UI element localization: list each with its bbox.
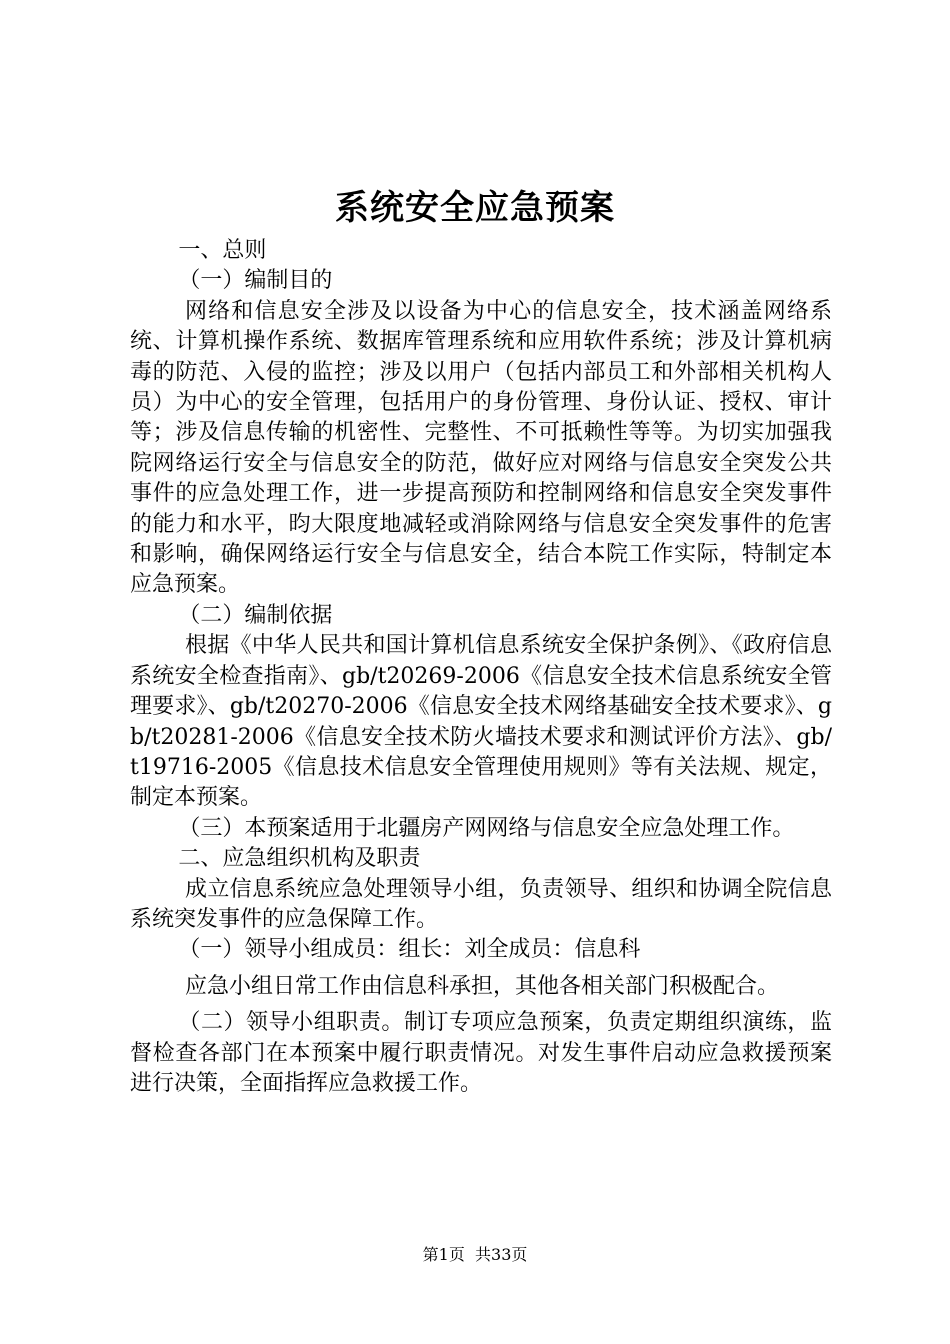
document-body — [130, 236, 832, 1099]
total-page-count: 33 — [491, 1245, 512, 1264]
paragraph: （一）领导小组成员：组长：刘全成员：信息科 — [178, 937, 641, 963]
paragraph: （二）领导小组职责。制订专项应急预案，负责定期组织演练，监督检查各部门在本预案中履行职责情况。对发生事件启动应急救援预案进行决策，全面指挥应急救援工作。 — [130, 1010, 832, 1096]
paragraph: （二）编制依据 — [178, 602, 333, 628]
page-label-prefix: 第 — [422, 1245, 439, 1264]
paragraph: 二、应急组织机构及职责 — [178, 846, 421, 872]
total-label-prefix: 共 — [475, 1245, 492, 1264]
page-footer — [0, 1244, 950, 1266]
paragraph: （三）本预案适用于北疆房产网网络与信息安全应急处理工作。 — [178, 815, 795, 841]
total-label-suffix: 页 — [511, 1245, 528, 1264]
page-label-suffix: 页 — [448, 1245, 465, 1264]
document-title: 系统安全应急预案 — [335, 188, 615, 228]
paragraph: 应急小组日常工作由信息科承担，其他各相关部门积极配合。 — [185, 973, 780, 999]
paragraph: 一、总则 — [178, 238, 267, 263]
paragraph: 网络和信息安全涉及以设备为中心的信息安全，技术涵盖网络系统、计算机操作系统、数据库管理系统和应用软件系统；涉及计算机病毒的防范、入侵的监控；涉及以用户（包括内部员工和外部相关机构人员）为中心的安全管理，包括用户的身份管理、身份认证、授权、审计等；涉及信息传输的机密性、完整性、不可抵赖性等等。为切实加强我院网络运行安全与信息安全的防范，做好应对网络与信息安全突发公共事件的应急处理工作，进一步提高预防和控制网络和信息安全突发事件的能力和水平，昀大限度地减轻或消除网络与信息安全突发事件的危害和影响，确保网络运行安全与信息安全，结合本院工作实际，特制定本应急预案。 — [130, 298, 832, 598]
paragraph: 成立信息系统应急处理领导小组，负责领导、组织和协调全院信息系统突发事件的应急保障工作。 — [130, 876, 832, 932]
paragraph: （一）编制目的 — [178, 268, 333, 294]
current-page-number: 1 — [438, 1245, 449, 1264]
paragraph: 根据《中华人民共和国计算机信息系统安全保护条例》、《政府信息系统安全检查指南》、gb/t20269-2006《信息安全技术信息系统安全管理要求》、gb/t20270-2006《信息安全技术网络基础安全技术要求》、gb/t20281-2006《信息安全技术防火墙技术要求和测试评价方法》、gb/t19716-2005《信息技术信息安全管理使用规则》等有关法规、规定，制定本预案。 — [130, 633, 832, 811]
